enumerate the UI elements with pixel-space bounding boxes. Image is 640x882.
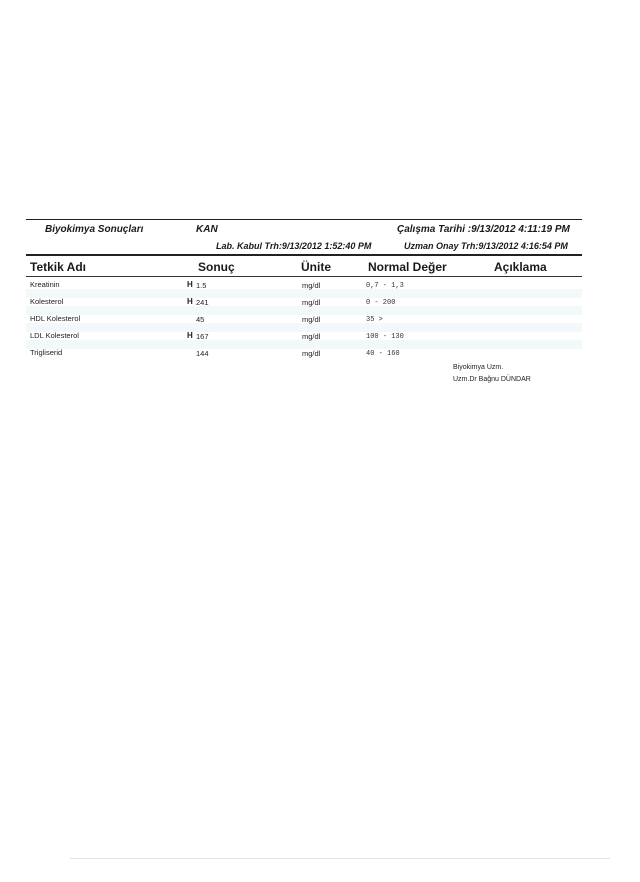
test-name: Kreatinin xyxy=(30,280,60,289)
header-divider xyxy=(26,254,582,256)
work-date: Çalışma Tarihi :9/13/2012 4:11:19 PM xyxy=(397,224,570,235)
column-header-rule xyxy=(26,276,582,277)
unit: mg/dl xyxy=(302,332,321,341)
section-title: Biyokimya Sonuçları xyxy=(45,224,144,235)
normal-range: 0 - 200 xyxy=(366,299,396,307)
column-header-description: Açıklama xyxy=(494,260,547,274)
row-stripe xyxy=(26,340,582,349)
test-name: LDL Kolesterol xyxy=(30,331,79,340)
high-flag: H xyxy=(187,331,193,340)
scan-artifact-line xyxy=(70,858,610,859)
normal-range: 0,7 - 1,3 xyxy=(366,282,404,290)
unit: mg/dl xyxy=(302,349,321,358)
signature-title: Biyokimya Uzm. xyxy=(453,364,504,371)
column-header-unit: Ünite xyxy=(301,260,331,274)
normal-range: 100 - 130 xyxy=(366,333,404,341)
unit: mg/dl xyxy=(302,298,321,307)
header-top-rule xyxy=(26,219,582,220)
high-flag: H xyxy=(187,297,193,306)
specialist-approval-date: Uzman Onay Trh:9/13/2012 4:16:54 PM xyxy=(404,241,568,251)
row-stripe xyxy=(26,323,582,332)
unit: mg/dl xyxy=(302,315,321,324)
test-name: Kolesterol xyxy=(30,297,64,306)
specimen-type: KAN xyxy=(196,224,218,235)
high-flag: H xyxy=(187,280,193,289)
test-name: Trigliserid xyxy=(30,348,63,357)
normal-range: 35 > xyxy=(366,316,383,324)
column-header-normal: Normal Değer xyxy=(368,260,447,274)
column-header-result: Sonuç xyxy=(198,260,235,274)
row-stripe xyxy=(26,289,582,298)
result-value: 1.5 xyxy=(196,281,207,290)
signature-name: Uzm.Dr Bağnu DÜNDAR xyxy=(453,376,531,383)
result-value: 144 xyxy=(196,349,209,358)
test-name: HDL Kolesterol xyxy=(30,314,81,323)
column-header-test: Tetkik Adı xyxy=(30,260,87,274)
result-value: 167 xyxy=(196,332,209,341)
unit: mg/dl xyxy=(302,281,321,290)
normal-range: 40 - 160 xyxy=(366,350,400,358)
lab-accept-date: Lab. Kabul Trh:9/13/2012 1:52:40 PM xyxy=(216,241,372,251)
result-value: 45 xyxy=(196,315,205,324)
row-stripe xyxy=(26,306,582,315)
result-value: 241 xyxy=(196,298,209,307)
